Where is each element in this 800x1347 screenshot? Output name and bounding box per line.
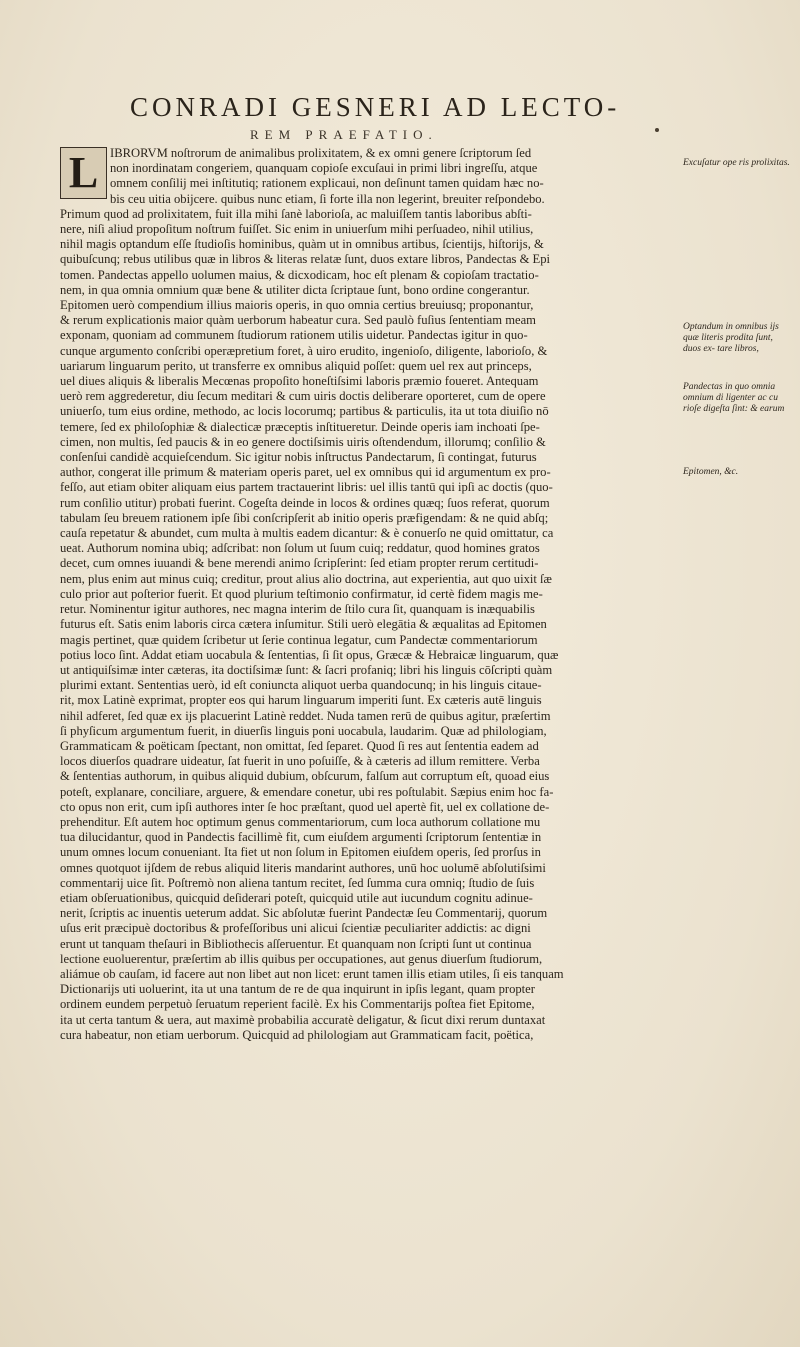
text-line: poteſt, explanare, conciliare, arguere, & emendare conetur, ubi res poſtulabit. Sæpius enim hoc fa- [60,784,554,799]
side-note: Excuſatur ope ris prolixitas. [683,158,790,168]
text-line: retur. Nominentur igitur authores, nec magna interim de ſtilo cura ſit, quanquam is inæquabilis [60,602,535,617]
text-line: cto opus non erit, cum ipſi authores inter ſe hoc præſtant, quod uel apertè fit, uel ex collatione de- [60,799,550,814]
text-line: quibuſcunq; rebus utilibus quæ in libros & literas relatæ ſunt, duos extare libros, Pandectas & Epi [60,252,551,267]
text-line: omnem conſilij mei inſtitutiq; rationem explicaui, non deſinunt tamen quidam hæc no- [110,176,544,191]
text-line: Grammaticam & poëticam ſpectant, non omittat, ſed ſeparet. Quod ſi res aut ſententia eadem ad [60,738,539,753]
text-line: erunt ut tanquam theſauri in Bibliothecis aſſeruentur. Et quanquam non ſcripti ſunt ut continua [60,936,532,951]
text-line: decet, cum omnes iuuandi & bene merendi animo ſcripſerint: ſed etiam propter rerum certitudi- [60,556,539,571]
text-line: tabulam ſeu breuem rationem ipſe ſibi conſcripſerit ab initio operis præfigendam: & ne quid abſq; [60,510,549,525]
text-line: & ſententias authorum, in quibus aliquid dubium, obſcurum, falſum aut corruptum eſt, quoad eius [60,769,550,784]
text-line: nem, in qua omnia omnium quæ bene & utiliter dicta ſcriptaue ſunt, bono ordine congerantur. [60,282,530,297]
text-line: unum omnes locum conueniant. Ita fiet ut non ſolum in Epitomen eiuſdem operis, ſed prorſus in [60,845,541,860]
text-line: Epitomen uerò compendium illius maioris operis, in quo omnia certius breuiusq; proponantur, [60,298,534,313]
text-line: etiam obſeruationibus, quicquid deſiderari poteſt, quicquid utile aut iucundum cognitu adinue- [60,890,533,905]
text-line: ſi phyſicum argumentum fuerit, in diuerſis linguis poni uocabula, laudarim. Quæ ad philologiam, [60,723,547,738]
text-line: nihil adferet, ſed quæ ex ijs placuerint Latinè reddet. Nuda tamen rerū de quibus agitur, præſertim [60,708,551,723]
text-line: exponam, quoniam ad communem ſtudiorum rationem utilis uidetur. Pandectas igitur in quo- [60,328,528,343]
text-line: temere, ſed ex philoſophiæ & dialecticæ præceptis inſtitueretur. Deinde operis iam inchoati ſpe- [60,419,540,434]
text-line: magis pertinet, quæ quidem ſcribetur ut ſerie continua legatur, cum Pandectæ commentariorum [60,632,538,647]
initial-letter: L [68,148,99,197]
text-line: commentarij uice ſit. Poſtremò non aliena tantum recitet, ſed ſumma cura omniq; ſtudio de ſuis [60,875,535,890]
text-line: tomen. Pandectas appello uolumen maius, & dicxodicam, hoc eſt plenam & copioſam tractatio- [60,267,539,282]
text-line: non inordinatam congeriem, quanquam copioſe excuſaui in primi libri ingreſſu, atque [110,161,538,176]
text-line: aliámue ob cauſam, id facere aut non libet aut non licet: erunt tamen illis etiam utiles, ſi eis tanquam [60,966,564,981]
side-note: Optandum in omnibus ijs quæ literis prodita ſunt, duos ex- tare libros, [683,322,779,354]
text-line: conſenſui candidè acquieſcendum. Sic igitur nobis inſtructus Pandectarum, ſi contingat, futurus [60,450,537,465]
text-line: IBRORVM noſtrorum de animalibus prolixitatem, & ex omni genere ſcriptorum ſed [110,146,532,160]
text-line: ordinem eundem perpetuò ſeruatum reperient facilè. Ex his Commentarijs poſtea fiet Epitome, [60,997,535,1012]
text-line: uſus erit præcipuè doctoribus & profeſſoribus uni alicui ſcientiæ peculiariter addictis: ac digni [60,921,531,936]
text-line: cunque argumento conſcribi operæpretium foret, à uiro erudito, ingenioſo, diligente, laborioſo, & [60,343,548,358]
text-line: uerò rem aggrederetur, diu ſecum meditari & cum uiris doctis deliberare oporteret, cum de opere [60,389,546,404]
text-line: plurimi extant. Sententias uerò, id eſt coniuncta aliquot uerba quandocunq; in his linguis citaue- [60,678,542,693]
body-text [60,146,680,1206]
text-line: lectione euoluerentur, præſertim ab illis quibus per occupationes, aut genus diuerſum ſtudiorum, [60,951,543,966]
text-line: uel diues aliquis & liberalis Mecœnas propoſito honeſtiſsimi laboris præmio foueret. Antequam [60,374,539,389]
text-line: nihil magis optandum eſſe ſtudioſis hominibus, quàm ut in omnibus artibus, ſcientijs, hiſtorijs, & [60,237,544,252]
text-line: prehenditur. Eſt autem hoc optimum genus commentariorum, cum loca authorum collatione mu [60,814,541,829]
text-line: Primum quod ad prolixitatem, fuit illa mihi ſanè laborioſa, ac maluiſſem tantis laboribus abſti- [60,206,532,221]
text-line: rit, mox Latinè exprimat, propter eos qui harum linguarum imperiti ſunt. Ex cæteris autē linguis [60,693,542,708]
text-line: omnes quotquot ijſdem de rebus aliquid literis mandarint authores, unū hoc uolumē abſolutiſsimi [60,860,546,875]
text-line: culo prior aut poſterior fuerit. Et quod plurium teſtimonio confirmatur, id certè fidem magis me- [60,586,543,601]
side-note: Epitomen, &c. [683,467,739,477]
page-subtitle: REM PRAEFATIO. [250,127,438,142]
text-line: nerit, ſcriptis ac inuentis ueterum addat. Sic abſolutæ fuerint Pandectæ ſeu Commentarij, quorum [60,906,548,921]
text-line: & rerum explicationis maior quàm uerborum habeatur cura. Sed paulò fuſius ſententiam meam [60,313,536,328]
text-line: potius loco ſint. Addat etiam uocabula & ſententias, ſi ſit opus, Græcæ & Hebraicæ linguarum, quæ [60,647,559,662]
text-line: cauſa repetatur & abundet, cum multa à multis eadem dicantur: & è conuerſo ne quid omittatur, ca [60,526,554,541]
text-line: nere, niſi aliud propoſitum noſtrum fuiſſet. Sic enim in uniuerſum mihi perſuadeo, nihil utilius, [60,222,534,237]
side-note: Pandectas in quo omnia omnium di ligenter ac cu rioſe digeſta ſint: & earum [683,382,785,414]
text-line: nem, plus enim aut minus cuiq; creditur, prout alius alio doctrina, aut experientia, aut quo uixit ſæ [60,571,552,586]
ink-dot [655,128,659,132]
text-line: cura habeatur, non etiam uerborum. Quicquid ad philologiam aut Grammaticam facit, poëtica, [60,1027,534,1042]
text-line: rum conſilio utitur) probati fuerint. Cogeſta deinde in locos & ordines quæq; ſuos referat, quorum [60,495,550,510]
text-line: feſſo, aut etiam obiter aliquam eius partem tractauerint libris: uel illis tantū qui ipſi ac doctis (quo- [60,480,553,495]
text-line: futurus eſt. Satis enim laboris circa cætera inſumitur. Stili uerò elegātia & æqualitas ad Epitomen [60,617,547,632]
text-line: bis ceu uitia obijcere. quibus nunc etiam, ſi forte illa non legerint, breuiter reſpondebo. [110,191,545,206]
text-line: uariarum linguarum perito, ut transferre ex omnibus aliquid poſſet: quem uel rex aut princeps, [60,358,532,373]
text-line: Dictionarijs uti uoluerint, ita ut una tantum de re de qua inquirunt in ipſis legant, quam propter [60,982,535,997]
text-line: author, congerat ille primum & materiam operis paret, uel ex omnibus qui id argumentum ex pro- [60,465,551,480]
text-line: ut antiquiſsimæ inter cæteras, ita doctiſsimæ ſunt: & ſacri profaniq; libri his linguis cōſcripti quàm [60,662,553,677]
text-line: cimen, non multis, ſed paucis & in eo genere doctiſsimis uiris oſtendendum, illorumq; conſilio & [60,434,546,449]
text-line: ita ut certa tantum & uera, aut maximè probabilia accuratè deligatur, & ſicut dixi rerum duntaxat [60,1012,546,1027]
text-line: locos diuerſos quadrare uideatur, ſat fuerit in uno poſuiſſe, & à cæteris ad illum remittere. Verba [60,754,540,769]
decorated-initial [60,147,107,199]
text-line: tua dilucidantur, quod in Pandectis facillimè fit, cum eiuſdem argumenti ſcriptorum ſententiæ in [60,830,542,845]
text-line: uniuerſo, tum eius ordine, methodo, ac locis locorumq; partibus & particulis, ita ut tota diuiſio nō [60,404,549,419]
text-line: ueat. Authorum nomina ubiq; adſcribat: non ſolum ut ſuum cuiq; reddatur, quod homines gratos [60,541,540,556]
page-header [130,92,630,143]
page-title: CONRADI GESNERI AD LECTO- [130,92,621,122]
